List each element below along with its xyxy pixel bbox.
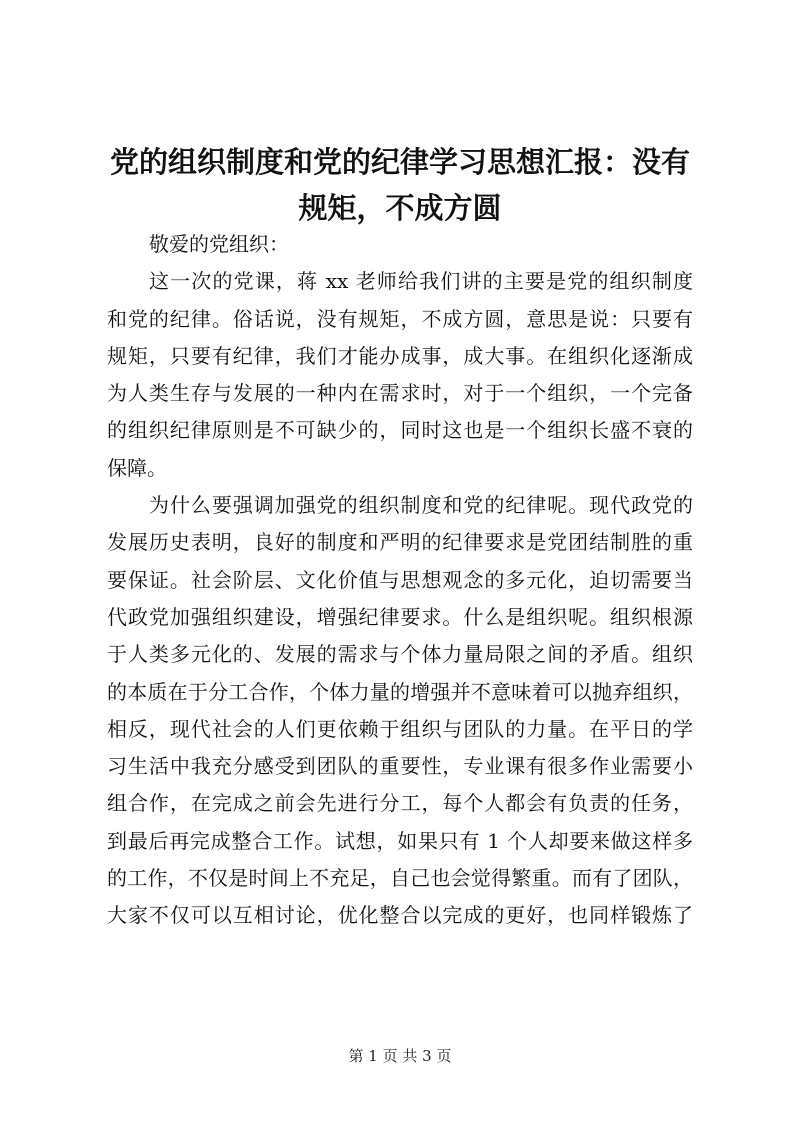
paragraph-line: 到最后再完成整合工作。试想，如果只有 1 个人却要来做这样多 [107, 828, 693, 853]
paragraph-line: 要保证。社会阶层、文化价值与思想观念的多元化，迫切需要当 [107, 567, 693, 592]
paragraph-line: 于人类多元化的、发展的需求与个体力量局限之间的矛盾。组织 [107, 642, 693, 667]
paragraph-line: 习生活中我充分感受到团队的重要性，专业课有很多作业需要小 [107, 754, 693, 779]
paragraph-line: 为人类生存与发展的一种内在需求时，对于一个组织，一个完备 [107, 381, 693, 406]
paragraph-line: 为什么要强调加强党的组织制度和党的纪律呢。现代政党的 [149, 493, 693, 518]
paragraph-2 [107, 487, 693, 935]
paragraph-line: 这一次的党课，蒋 xx 老师给我们讲的主要是党的组织制度 [149, 269, 693, 294]
paragraph-line: 规矩，只要有纪律，我们才能办成事，成大事。在组织化逐渐成 [107, 343, 693, 368]
title-line-2: 规矩，不成方圆 [298, 191, 502, 225]
paragraph-line: 的组织纪律原则是不可缺少的，同时这也是一个组织长盛不衰的 [107, 418, 693, 443]
paragraph-line: 代政党加强组织建设，增强纪律要求。什么是组织呢。组织根源 [107, 604, 693, 629]
paragraph-line: 发展历史表明，良好的制度和严明的纪律要求是党团结制胜的重 [107, 530, 693, 555]
paragraph-line: 大家不仅可以互相讨论，优化整合以完成的更好，也同样锻炼了 [107, 903, 693, 928]
paragraph-line: 组合作，在完成之前会先进行分工，每个人都会有负责的任务， [107, 791, 693, 816]
document-body [107, 226, 693, 935]
paragraph-1 [107, 263, 693, 487]
paragraph-line: 的本质在于分工合作，个体力量的增强并不意味着可以抛弃组织， [107, 679, 693, 704]
salutation: 敬爱的党组织： [149, 232, 289, 256]
paragraph-line: 的工作，不仅是时间上不充足，自己也会觉得繁重。而有了团队， [107, 866, 693, 891]
paragraph-line: 相反，现代社会的人们更依赖于组织与团队的力量。在平日的学 [107, 716, 693, 741]
paragraph-line: 和党的纪律。俗话说，没有规矩，不成方圆，意思是说：只要有 [107, 306, 693, 331]
page-footer: 第 1 页 共 3 页 [348, 1047, 452, 1065]
title-line-1: 党的组织制度和党的纪律学习思想汇报：没有 [109, 145, 690, 179]
paragraph-line: 保障。 [107, 455, 167, 480]
document-title [80, 139, 720, 231]
